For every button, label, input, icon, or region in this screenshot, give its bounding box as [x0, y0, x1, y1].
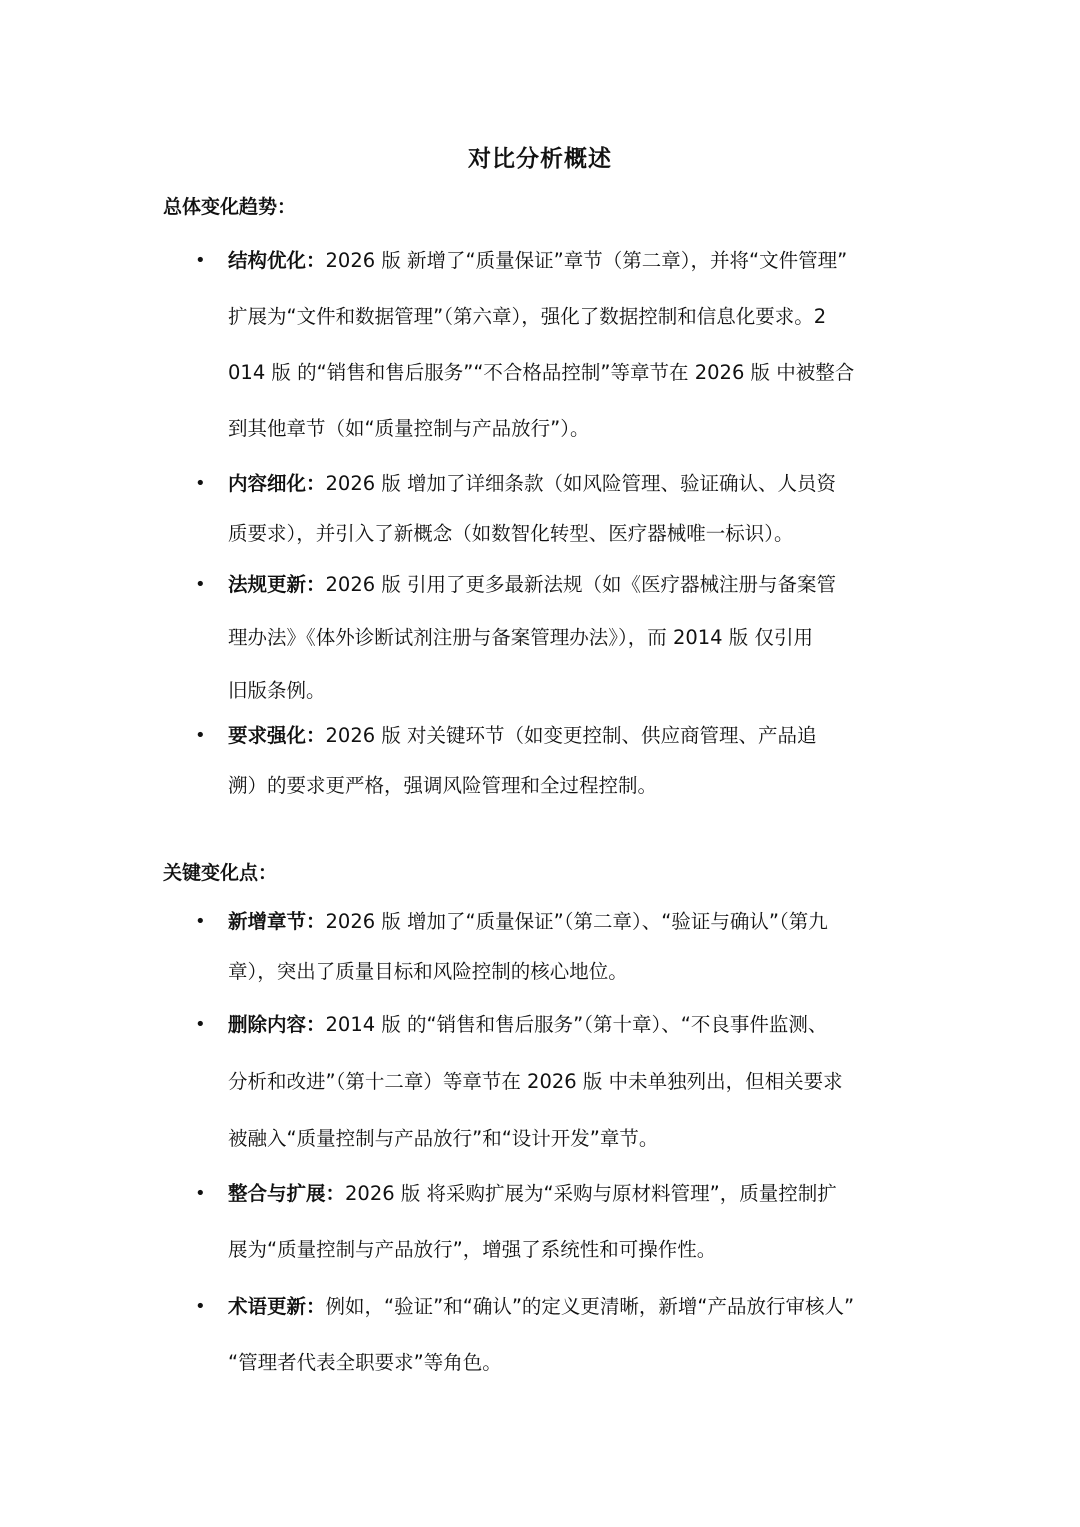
item-line: 014 版 的“销售和售后服务”“不合格品控制”等章节在 2026 版 中被整合 [228, 361, 855, 384]
page-title: 对比分析概述 [468, 146, 612, 172]
item-lead: 法规更新： [228, 573, 326, 596]
item-line: 到其他章节（如“质量控制与产品放行”）。 [228, 417, 590, 440]
item-line [228, 558, 920, 611]
list-item-structure-optimization [195, 233, 920, 457]
list-item-terminology-update [195, 1279, 920, 1391]
item-line: 溯）的要求更严格，强调风险管理和全过程控制。 [228, 774, 658, 797]
bullet-icon: • [195, 574, 206, 595]
item-text: 2026 版 对关键环节（如变更控制、供应商管理、产品追 [325, 724, 817, 747]
item-text: 2026 版 增加了详细条款（如风险管理、验证确认、人员资 [325, 472, 837, 495]
item-line: 扩展为“文件和数据管理”（第六章），强化了数据控制和信息化要求。2 [228, 305, 827, 328]
item-line [228, 1279, 920, 1335]
item-line [228, 233, 920, 289]
bullet-icon: • [195, 911, 206, 932]
bullet-icon: • [195, 725, 206, 746]
bullet-icon: • [195, 1183, 206, 1204]
bullet-icon: • [195, 250, 206, 271]
item-text: 例如，“验证”和“确认”的定义更清晰，新增“产品放行审核人” [325, 1295, 855, 1318]
bullet-icon: • [195, 1014, 206, 1035]
item-line: 被融入“质量控制与产品放行”和“设计开发”章节。 [228, 1127, 659, 1150]
item-line [228, 459, 920, 509]
bullet-icon: • [195, 473, 206, 494]
list-item-content-refinement [195, 459, 920, 559]
item-lead: 术语更新： [228, 1295, 326, 1318]
item-line: 质要求），并引入了新概念（如数智化转型、医疗器械唯一标识）。 [228, 522, 794, 545]
item-line [228, 1166, 920, 1222]
item-lead: 要求强化： [228, 724, 326, 747]
item-text: 2026 版 新增了“质量保证”章节（第二章），并将“文件管理” [325, 249, 848, 272]
item-lead: 结构优化： [228, 249, 326, 272]
item-text: 2026 版 引用了更多最新法规（如《医疗器械注册与备案管 [325, 573, 837, 596]
list-item-integration-expansion [195, 1166, 920, 1278]
list-item-deleted-content [195, 996, 920, 1167]
item-lead: 删除内容： [228, 1013, 326, 1036]
section-heading-key-changes: 关键变化点： [163, 862, 278, 884]
item-lead: 整合与扩展： [228, 1182, 346, 1205]
item-line [228, 996, 920, 1053]
item-line: 展为“质量控制与产品放行”，增强了系统性和可操作性。 [228, 1238, 717, 1261]
item-text: 2026 版 增加了“质量保证”（第二章）、“验证与确认”（第九 [325, 910, 828, 933]
item-text: 2014 版 的“销售和售后服务”（第十章）、“不良事件监测、 [325, 1013, 828, 1036]
item-line: 章），突出了质量目标和风险控制的核心地位。 [228, 960, 628, 983]
bullet-icon: • [195, 1296, 206, 1317]
list-item-requirement-strengthening [195, 711, 920, 811]
item-line [228, 711, 920, 761]
item-text: 2026 版 将采购扩展为“采购与原材料管理”，质量控制扩 [345, 1182, 837, 1205]
item-line: “管理者代表全职要求”等角色。 [228, 1351, 502, 1374]
list-item-new-chapters [195, 897, 920, 997]
section-heading-overall-trends: 总体变化趋势： [163, 196, 297, 218]
item-line: 理办法》《体外诊断试剂注册与备案管理办法》），而 2014 版 仅引用 [228, 626, 813, 649]
list-item-regulation-update [195, 558, 920, 717]
item-lead: 新增章节： [228, 910, 326, 933]
item-line: 分析和改进”（第十二章）等章节在 2026 版 中未单独列出，但相关要求 [228, 1070, 843, 1093]
item-line: 旧版条例。 [228, 679, 326, 702]
item-lead: 内容细化： [228, 472, 326, 495]
item-line [228, 897, 920, 947]
